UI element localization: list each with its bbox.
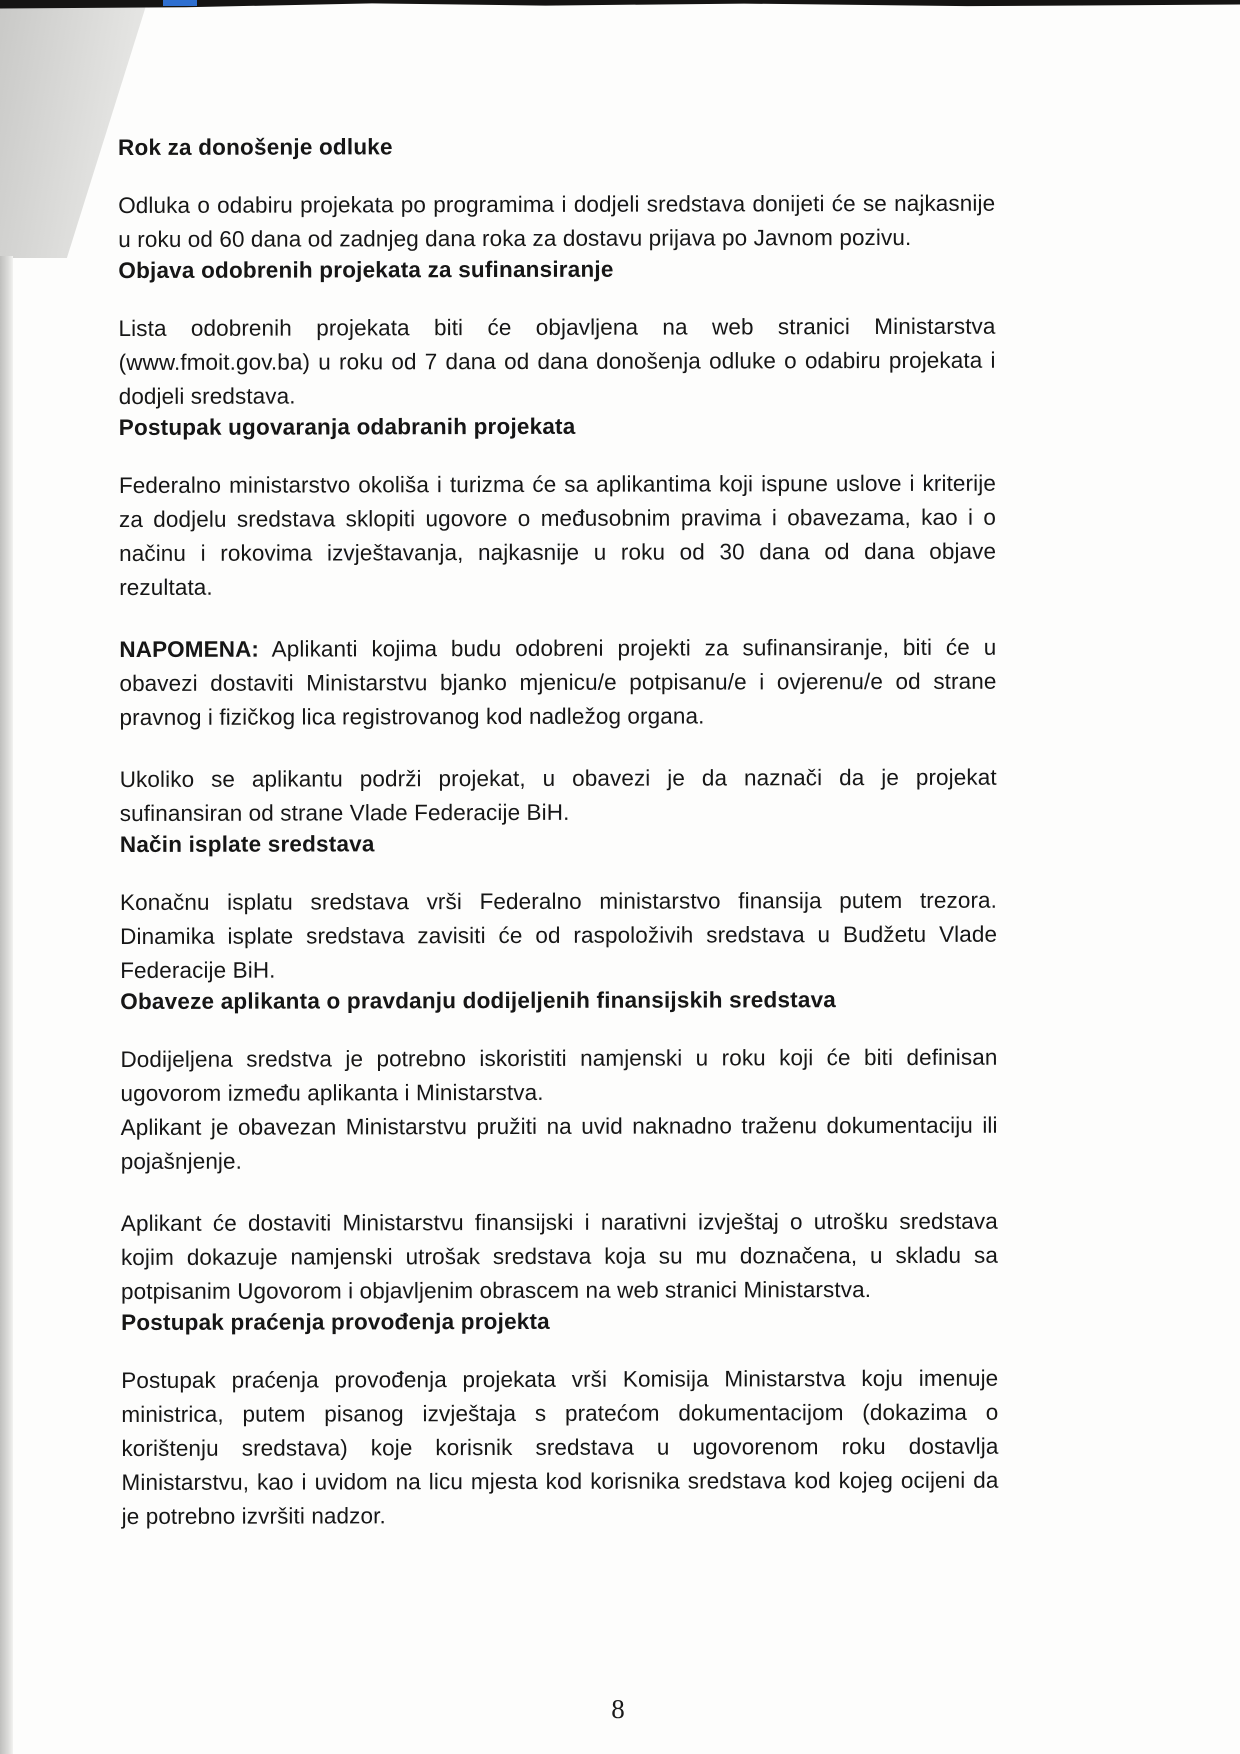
scan-blue-mark	[163, 0, 197, 6]
section-objava-odobrenih-projekata	[118, 255, 995, 414]
paragraph: Lista odobrenih projekata biti će objavljena na web stranici Ministarstva (www.fmoit.gov.ba) u roku od 7 dana od dana donošenja odluke o odabiru projekata i dodjeli sredstava.	[118, 313, 996, 409]
section-heading: Način isplate sredstava	[119, 831, 375, 857]
section-rok-za-donosenje-odluke	[118, 132, 995, 257]
paragraph-napomena	[119, 631, 996, 735]
paragraph: Federalno ministarstvo okoliša i turizma će sa aplikantima koji ispune uslove i kriterije za dodjelu sredstava sklopiti ugovore o međusobnim pravima i obavezama, kao i o načinu i rokovima izvještavanja, najkasnije u roku od 30 dana od dana objave rezultata.	[118, 470, 997, 600]
paragraph: Ukoliko se aplikantu podrži projekat, u obavezi je da naznači da je projekat sufinansiran od strane Vlade Federacije BiH.	[119, 764, 997, 826]
paragraph: Konačnu isplatu sredstava vrši Federalno ministarstvo finansija putem trezora. Dinamika isplate sredstava zavisiti će od raspoloživih sredstava u Budžetu Vlade Federacije BiH.	[119, 887, 998, 983]
page-number: 8	[611, 1694, 625, 1724]
scan-left-edge	[0, 256, 13, 1754]
section-nacin-isplate-sredstava	[120, 829, 997, 988]
paragraph: Odluka o odabiru projekata po programima i dodjeli sredstava donijeti će se najkasnije u roku od 60 dana od zadnjeg dana roka za dostavu prijava po Javnom pozivu.	[118, 190, 996, 252]
napomena-text: Aplikanti kojima budu odobreni projekti za sufinansiranje, biti će u obavezi dostaviti Ministarstvu bjanko mjenicu/e potpisanu/e i ovjerenu/e od strane pravnog i fizičkog lica registrovanog kod nadležog organa.	[119, 634, 997, 730]
napomena-label: NAPOMENA:	[119, 636, 260, 662]
section-heading: Obaveze aplikanta o pravdanju dodijeljenih finansijskih sredstava	[120, 987, 837, 1014]
paragraph: Aplikant će dostaviti Ministarstvu finansijski i narativni izvještaj o utrošku sredstava kojim dokazuje namjenski utrošak sredstava koja su mu doznačena, u skladu sa potpisanim Ugovorom i objavljenim obrascem na web stranici Ministarstva.	[120, 1208, 998, 1304]
paragraph: Aplikant je obavezan Ministarstvu pružiti na uvid naknadno traženu dokumentaciju ili pojašnjenje.	[120, 1112, 998, 1174]
section-obaveze-aplikanta	[120, 986, 998, 1309]
paragraph: Postupak praćenja provođenja projekata vrši Komisija Ministarstva koju imenuje ministrica, putem pisanog izvještaja s pratećom dokumentacijom (dokazima o korištenju sredstava) koje korisnik sredstava u ugovorenom roku dostavlja Ministarstvu, kao i uvidom na licu mjesta kod korisnika sredstava kod kojeg ocijeni da je potrebno izvršiti nadzor.	[121, 1365, 999, 1529]
section-heading: Rok za donošenje odluke	[118, 134, 393, 160]
section-heading: Objava odobrenih projekata za sufinansiranje	[118, 256, 614, 283]
document-page	[118, 132, 999, 1534]
paragraph: Dodijeljena sredstva je potrebno iskoristiti namjenski u roku koji će biti definisan ugovorom između aplikanta i Ministarstva.	[120, 1044, 998, 1106]
section-heading: Postupak ugovaranja odabranih projekata	[118, 413, 576, 440]
section-postupak-ugovaranja	[119, 412, 997, 831]
section-heading: Postupak praćenja provođenja projekta	[121, 1308, 550, 1335]
section-postupak-pracenja	[121, 1307, 999, 1534]
